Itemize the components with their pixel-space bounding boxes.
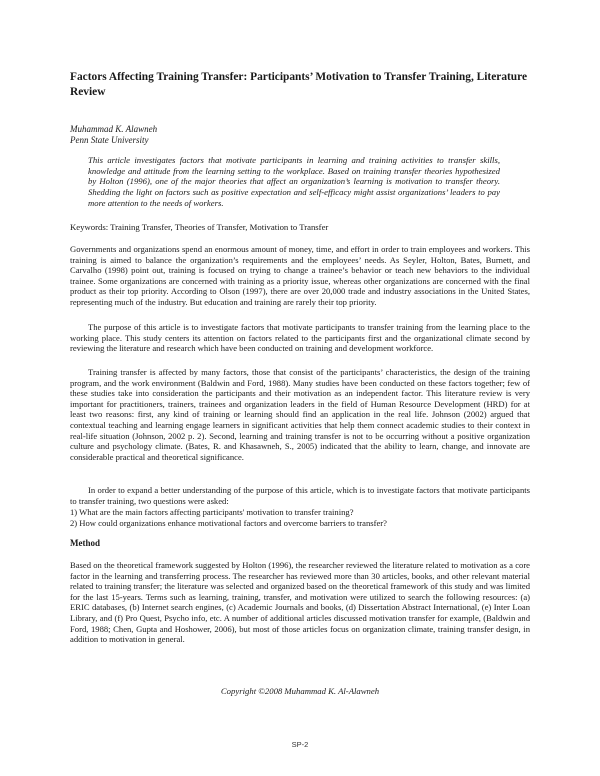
method-paragraph: Based on the theoretical framework suggested by Holton (1996), the researcher reviewed the literature related to motivation as a core factor in the learning and transferring process. The researcher has reviewed more than 30 articles, books, and other relevant material related to training transfer; the literature was selected and organized based on the theoretical framework of this study and was limited for the last 15-years. Terms such as learning, training, transfer, and motivation were utilized to search the following resources: (a) ERIC databases, (b) Internet search engines, (c) Academic Journals and books, (d) Dissertation Abstract International, (e) Inter Loan Library, and (f) Pro Quest, Psycho info, etc. A number of additional articles discussed motivation transfer for example, (Baldwin and Ford, 1988; Chen, Gupta and Hoshower, 2006), but most of those articles focus on organization climate, training transfer design, in addition to motivation in general. bbox=[70, 560, 530, 645]
intro-paragraph-3: Training transfer is affected by many factors, those that consist of the participants’ characteristics, the design of the training program, and the work environment (Baldwin and Ford, 1988). Many studies have been conducted on these factors together; few of these studies take into consideration the participants and their motivation as an independent factor. This literature review is very important for practitioners, trainers, trainees and organization leaders in the field of Human Resource Development (HRD) for at least two reasons: first, any kind of training or learning should find an application in the real life. Johnson (2002) argued that contextual teaching and learning engage learners in significant activities that help them connect academic studies to their context in real-life situation (Johnson, 2002 p. 2). Second, learning and training transfer is not to be occurring without a positive organization culture and psychology climate. (Bates, R. and Khasawneh, S., 2005) indicated that the ability to learn, change, and innovate are considerable practical and theoretical significance. bbox=[70, 367, 530, 462]
author-affiliation: Penn State University bbox=[70, 135, 149, 145]
intro-paragraph-1: Governments and organizations spend an enormous amount of money, time, and effort in order to train employees and workers. This training is aimed to balance the organization’s requirements and the employees’ needs. As Seyler, Holton, Bates, Burnett, and Carvalho (1998) point out, training is focused on trying to change a trainee’s behavior or teach new behaviors to the individual trainee. Some organizations are concerned with training as a priority issue, whereas other organizations are concerned with the final product as their top priority. According to Olson (1997), there are over 20,000 trade and industry associations in the United States, representing much of the industry. But education and training are rarely their top priority. bbox=[70, 244, 530, 307]
intro-paragraph-4: In order to expand a better understanding of the purpose of this article, which is to investigate factors that motivate participants to transfer training, two questions were asked: bbox=[70, 485, 530, 506]
method-heading: Method bbox=[70, 538, 100, 548]
research-questions bbox=[70, 507, 530, 528]
author-name: Muhammad K. Alawneh bbox=[70, 124, 158, 134]
abstract: This article investigates factors that motivate participants in learning and training activities to transfer skills, knowledge and attitude from the learning setting to the workplace. Based on training transfer theories hypothesized by Holton (1996), one of the major theories that affect an organization’s learning is motivation to transfer theory. Shedding the light on factors such as positive expectation and self-efficacy might assist organizations’ leaders to pay more attention to the needs of workers. bbox=[88, 155, 500, 208]
paper-title: Factors Affecting Training Transfer: Participants’ Motivation to Transfer Training, Literature Review bbox=[70, 71, 528, 98]
keywords: Keywords: Training Transfer, Theories of Transfer, Motivation to Transfer bbox=[70, 222, 329, 232]
intro-paragraph-2: The purpose of this article is to investigate factors that motivate participants to transfer training from the learning place to the working place. This study centers its attention on factors related to the participants first and the organizational climate second by reviewing the literature and research which have been conducted on training and development workforce. bbox=[70, 322, 530, 354]
research-question-2: 2) How could organizations enhance motivational factors and overcome barriers to transfer? bbox=[70, 517, 387, 528]
page-number: SP-2 bbox=[291, 740, 309, 749]
research-question-1: 1) What are the main factors affecting participants' motivation to transfer training? bbox=[70, 507, 354, 517]
copyright-notice: Copyright ©2008 Muhammad K. Al-Alawneh bbox=[220, 686, 380, 696]
